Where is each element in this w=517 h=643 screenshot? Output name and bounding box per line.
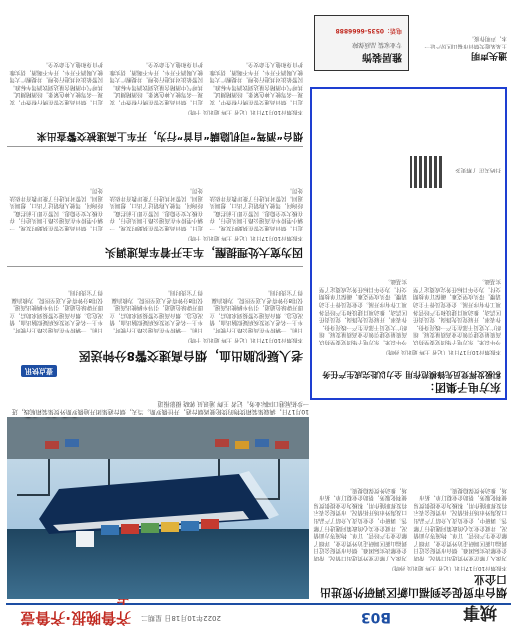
qr-caption: 扫码关注 了解更多: [455, 167, 501, 173]
notice-title: 遗失声明: [470, 50, 507, 60]
story-byline-trade: 本报烟台10月17日讯（记者 王辉 通讯员 孙晓）: [388, 565, 507, 571]
story-headline-trade: 烟台市贸促会到福山新区调研外贸进出口企业: [320, 573, 507, 599]
story-headline-dongfang: 东方电子集团：: [424, 381, 501, 394]
story-body-drunk: 近日，烟台高速交警在例行检查中，发现一名驾驶人神色紧张，经酒精测试，其呼气中酒精含量达到饮酒驾车标准。民警依法对其进行处理，并提醒广大驾驶人喝酒不开车、开车不喝酒，切实维护自身和他人生命安全。: [209, 61, 303, 105]
story-body-drunk-col3: 近日，烟台高速交警在例行检查中，发现一名驾驶人神色紧张，经酒精测试，其呼气中酒精含量达到饮酒驾车标准。民警依法对其进行处理，并提醒广大驾驶人喝酒不开车、开车不喝酒，切实维护自身和他人生命安全。: [9, 61, 103, 105]
story-byline-dongfang: 本报烟台10月17日讯（记者 王辉 通讯员 孙晓）: [382, 349, 501, 355]
story-body-elderly-col2: 日前，一辆轿车在高速公路上行驶时，车上一名老人突发疾病疑似脑出血，情况危急。烟台高速交警接到求助后，立即开辟绿色通道，引导车辆驶出高速，仅用8分钟将老人送至医院，为救治赢得了宝贵时间。: [109, 289, 203, 333]
story-body-dongfang-col2: 今年以来，东方电子集团党委坚持以高质量党建引领企业高质量发展，组织广大党员干部在生产一线亮身份、作表率，开展党员先锋岗、党员责任区活动，推动项目建设和生产经营各项工作有序开展。企业党员骨干主动请缨，带头攻坚克难，确保订单按期交付，为全年目标任务完成奠定了坚实基础。: [318, 278, 407, 345]
story-byline-uturn: 本报烟台10月17日讯（记者 王辉 通讯员 于晓）: [184, 235, 303, 241]
story-headline-uturn: 因为宽大处理提醒，车主开着车高速调头: [105, 246, 303, 259]
section-tag: 壹点快讯: [21, 365, 57, 377]
page-code: B03: [360, 609, 391, 625]
ad-phone: 电话：0535-6666888: [335, 27, 402, 34]
story-body-trade: 为深入了解企业外贸进出口情况，帮助企业解决实际困难，烟台市贸促会近日到福山新区调研走访外贸企业，详细了解企业生产经营、订单、物流等方面情况，并就企业关心的政策问题进行了解答。调研中，企业负责人介绍了产品出口及海外市场开拓情况。市贸促会表示将发挥职能作用，积极为企业提供贸易便利化服务，帮助企业稳订单、拓市场，推动外贸保稳提质。: [413, 486, 507, 561]
advertisement: [314, 15, 409, 71]
ship-photo-image: [7, 417, 309, 599]
story-body-drunk-col2: 近日，烟台高速交警在例行检查中，发现一名驾驶人神色紧张，经酒精测试，其呼气中酒精含量达到饮酒驾车标准。民警依法对其进行处理，并提醒广大驾驶人喝酒不开车、开车不喝酒，切实维护自身和他人生命安全。: [109, 61, 203, 105]
issue-date: 2022年10月18日 星期二: [141, 614, 221, 622]
story-body-uturn-col2: 近日，烟台高速交警在执勤时发现，一辆小型轿车在高速公路上调头逆行，存在极大安全隐患。民警立即上前拦截，经询问，驾驶人称错过了出口，想调头返回。民警对其进行了批评教育并依法处罚。: [109, 187, 203, 231]
story-subheadline-dongfang: 积极发挥党员先锋模范作用 全力以赴完成生产任务: [322, 370, 501, 379]
notice-body: 王某某遗失烟台市福山区房产证一本，声明作废。: [424, 35, 507, 49]
divider: [7, 266, 303, 267]
ad-title: 雅居装饰: [362, 51, 402, 62]
story-headline-drunk: 烟台“酒驾”司机隐瞒“自首”行为，开车上高速被交警查出来: [36, 130, 303, 141]
divider: [7, 146, 303, 147]
story-body-uturn: 近日，烟台高速交警在执勤时发现，一辆小型轿车在高速公路上调头逆行，存在极大安全隐患。民警立即上前拦截，经询问，驾驶人称错过了出口，想调头返回。民警对其进行了批评教育并依法处罚。: [209, 187, 303, 231]
story-byline-elderly: 本报烟台10月17日讯（记者 王辉 通讯员 于晓）: [184, 337, 303, 343]
story-body-trade-col2: 为深入了解企业外贸进出口情况，帮助企业解决实际困难，烟台市贸促会近日到福山新区调研走访外贸企业，详细了解企业生产经营、订单、物流等方面情况，并就企业关心的政策问题进行了解答。调研中，企业负责人介绍了产品出口及海外市场开拓情况。市贸促会表示将发挥职能作用，积极为企业提供贸易便利化服务，帮助企业稳订单、拓市场，推动外贸保稳提质。: [313, 486, 407, 561]
paper-name: 齐鲁晚报·齐鲁壹: [20, 609, 131, 627]
masthead: [6, 603, 511, 639]
photo-caption: 10月17日，满载集装箱货物的货轮驶离烟台港，开往俄罗斯。当天，烟台港集团开通俄罗斯外贸集装箱航线，进一步拓展港口国际业务。记者 王辉 通讯员 郭晓 摄影报道: [11, 400, 309, 415]
section-name: 城事: [463, 602, 497, 622]
ad-subtitle: 专业家装 品质保障: [352, 41, 402, 48]
notice-box: [417, 17, 507, 63]
story-body-dongfang: 今年以来，东方电子集团党委坚持以高质量党建引领企业高质量发展，组织广大党员干部在生产一线亮身份、作表率，开展党员先锋岗、党员责任区活动，推动项目建设和生产经营各项工作有序开展。企业党员骨干主动请缨，带头攻坚克难，确保订单按期交付，为全年目标任务完成奠定了坚实基础。: [412, 278, 501, 345]
story-body-elderly: 日前，一辆轿车在高速公路上行驶时，车上一名老人突发疾病疑似脑出血，情况危急。烟台高速交警接到求助后，立即开辟绿色通道，引导车辆驶出高速，仅用8分钟将老人送至医院，为救治赢得了宝贵时间。: [209, 289, 303, 333]
story-byline-drunk: 本报烟台10月17日讯（记者 王辉 通讯员 于晓）: [184, 109, 303, 115]
story-headline-elderly: 老人疑似脑出血，烟台高速交警8分钟送医: [78, 349, 303, 363]
photo-title: [19, 417, 79, 422]
story-body-uturn-col3: 近日，烟台高速交警在执勤时发现，一辆小型轿车在高速公路上调头逆行，存在极大安全隐患。民警立即上前拦截，经询问，驾驶人称错过了出口，想调头返回。民警对其进行了批评教育并依法处罚。: [9, 187, 103, 231]
port-photo: [7, 417, 309, 599]
story-body-elderly-col3: 日前，一辆轿车在高速公路上行驶时，车上一名老人突发疾病疑似脑出血，情况危急。烟台高速交警接到求助后，立即开辟绿色通道，引导车辆驶出高速，仅用8分钟将老人送至医院，为救治赢得了宝贵时间。: [9, 289, 103, 333]
